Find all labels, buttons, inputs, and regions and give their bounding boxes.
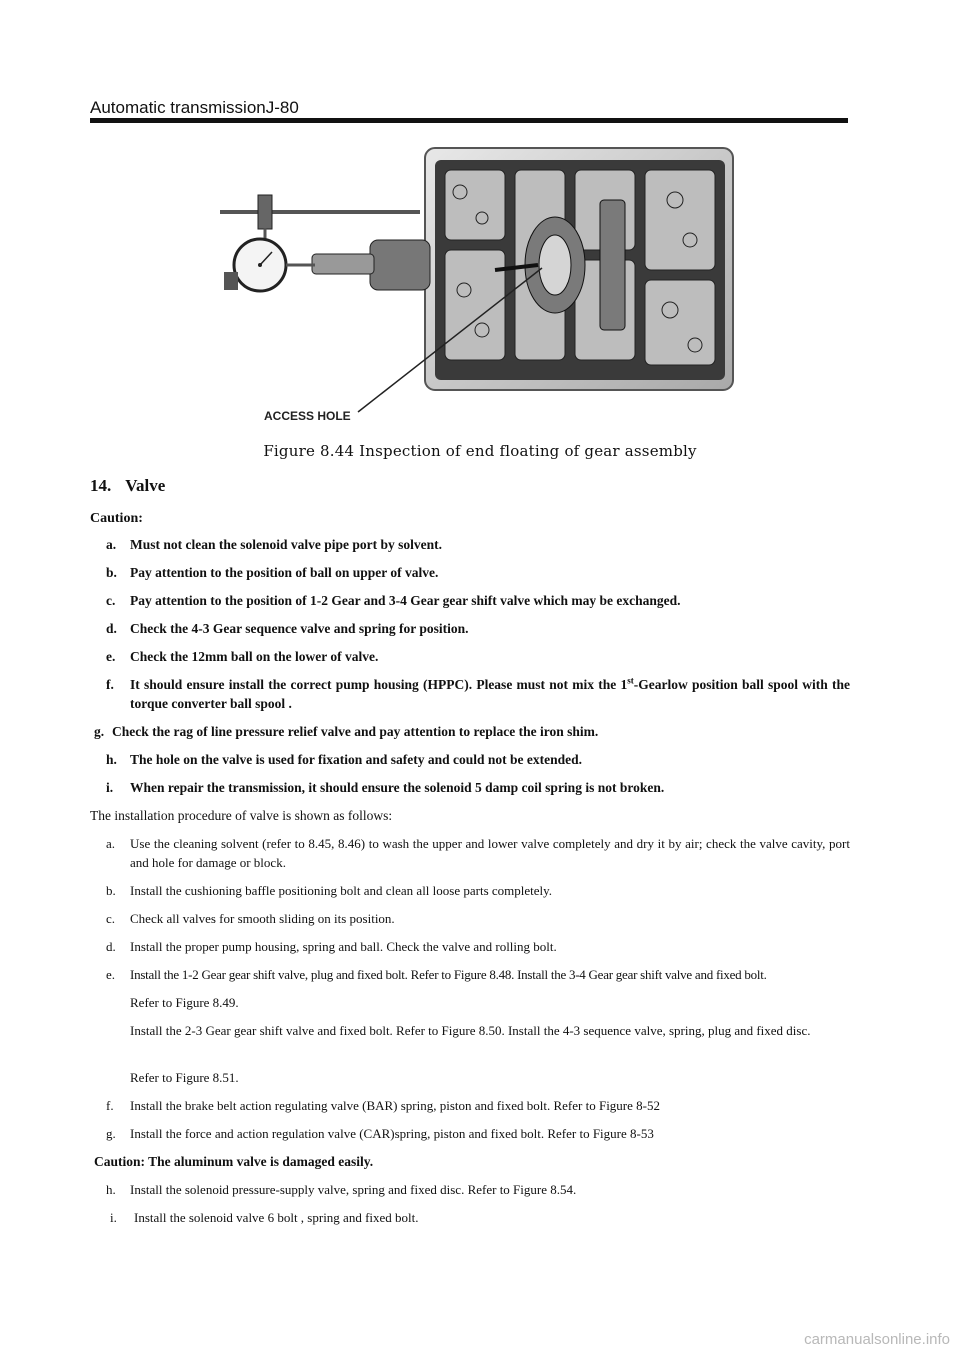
access-hole-label: ACCESS HOLE [264, 409, 351, 422]
header-rule [90, 118, 848, 123]
transmission-illustration [220, 140, 740, 422]
transmission-photo [220, 140, 740, 422]
section-number: 14. [90, 476, 112, 495]
list-item-continuation: Refer to Figure 8.51. [130, 1070, 239, 1085]
procedure-intro: The installation procedure of valve is shown as follows: [90, 808, 393, 823]
list-item-continuation: Refer to Figure 8.49. [130, 995, 239, 1010]
figure-caption: Figure 8.44 Inspection of end floating of gear assembly [263, 442, 697, 460]
page-header: Automatic transmissionJ-80 [90, 98, 299, 117]
section-heading [90, 476, 165, 496]
caution-label: Caution: [90, 511, 143, 526]
section-title: Valve [125, 476, 166, 495]
list-item-continuation: Install the 2-3 Gear gear shift valve and fixed bolt. Refer to Figure 8.50. Install the 4-3 sequence valve, spring, plug and fixed disc. [130, 1023, 811, 1038]
caution-note: Caution: The aluminum valve is damaged easily. [94, 1154, 374, 1169]
watermark: carmanualsonline.info [804, 1331, 950, 1348]
